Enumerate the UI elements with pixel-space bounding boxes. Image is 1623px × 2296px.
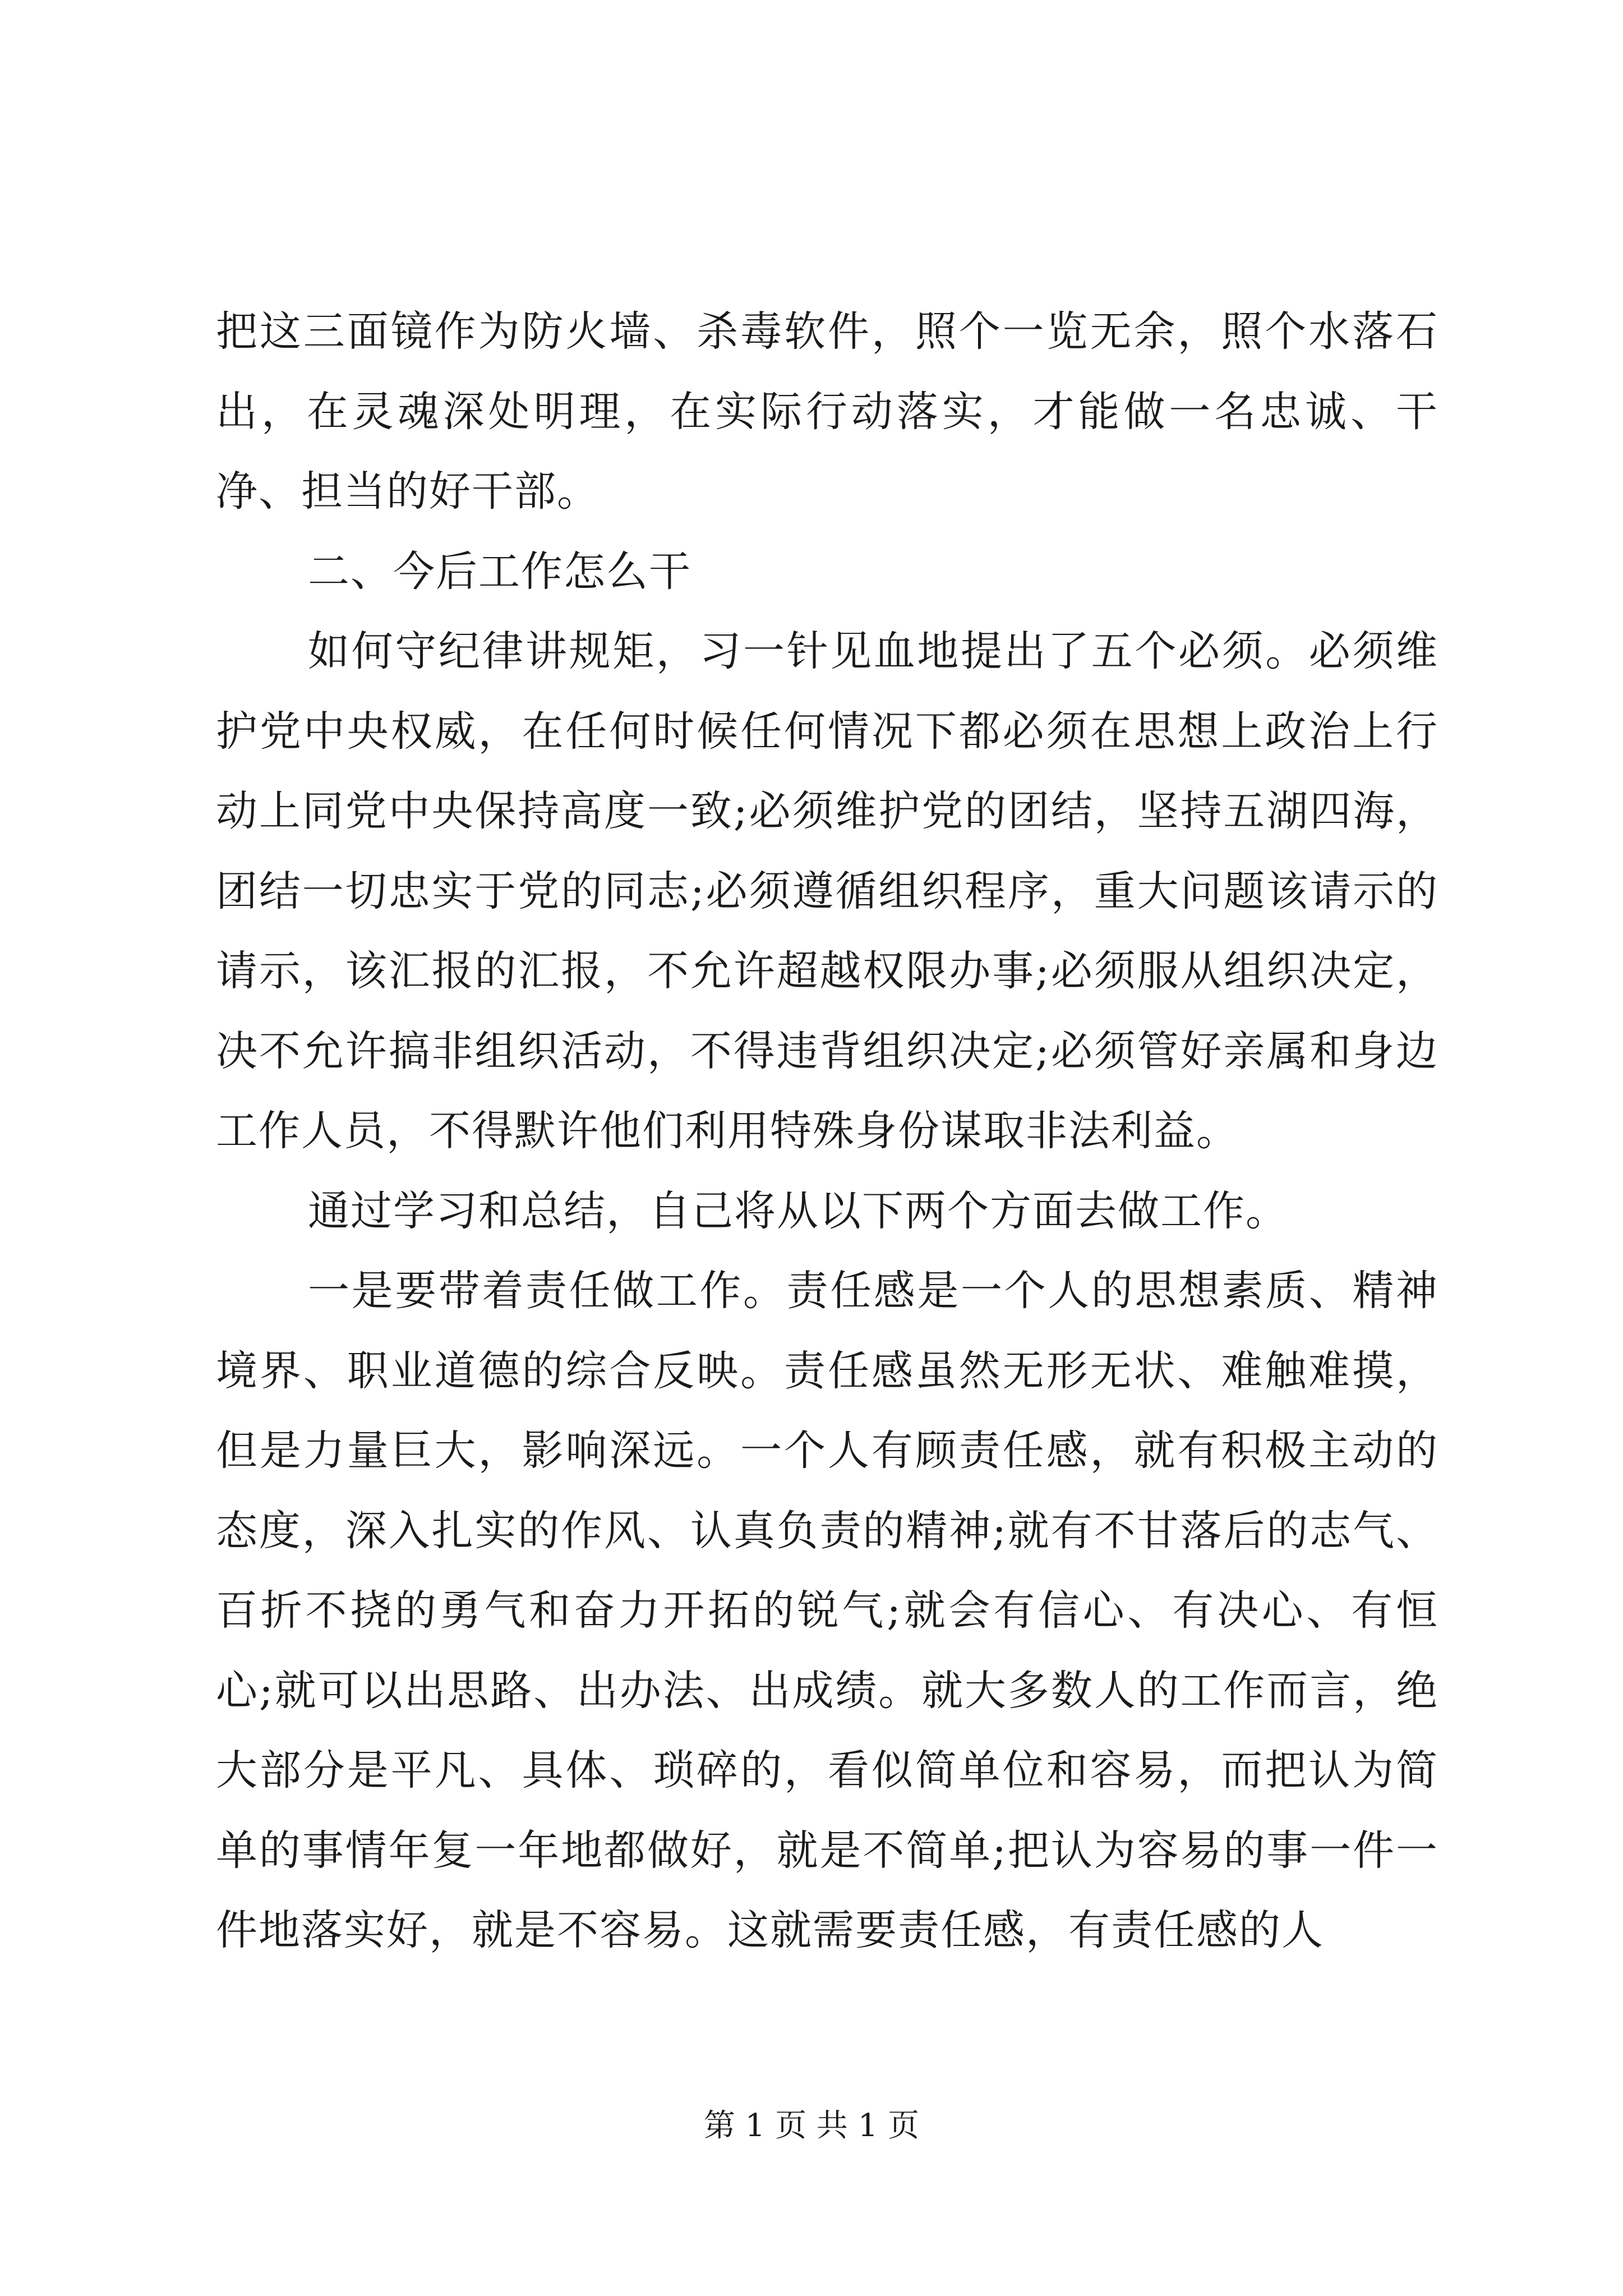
paragraph-continuation: 把这三面镜作为防火墙、杀毒软件，照个一览无余，照个水落石出，在灵魂深处明理，在实际行动落实，才能做一名忠诚、干净、担当的好干部。 [216,307,1438,516]
paragraph-responsibility: 一是要带着责任做工作。责任感是一个人的思想素质、精神境界、职业道德的综合反映。责任感虽然无形无状、难触难摸，但是力量巨大，影响深远。一个人有顾责任感，就有积极主动的态度，深入扎实的作风、认真负责的精神;就有不甘落后的志气、百折不挠的勇气和奋力开拓的锐气;就会有信心、有决心、有恒心;就可以出思路、出办法、出成绩。就大多数人的工作而言，绝大部分是平凡、具体、琐碎的，看似简单位和容易，而把认为简单的事情年复一年地都做好，就是不简单;把认为容易的事一件一件地落实好，就是不容易。这就需要责任感，有责任感的人 [216,1267,1438,1954]
paragraph-intro-two-aspects: 通过学习和总结，自己将从以下两个方面去做工作。 [308,1186,1288,1235]
document-body [216,292,1438,1971]
page-footer: 第 1 页 共 1 页 [703,2108,920,2144]
paragraph-five-musts: 如何守纪律讲规矩，习一针见血地提出了五个必须。必须维护党中央权威，在任何时候任何情况下都必须在思想上政治上行动上同党中央保持高度一致;必须维护党的团结，坚持五湖四海，团结一切忠实于党的同志;必须遵循组织程序，重大问题该请示的请示，该汇报的汇报，不允许超越权限办事;必须服从组织决定，决不允许搞非组织活动，不得违背组织决定;必须管好亲属和身边工作人员，不得默许他们利用特殊身份谋取非法利益。 [216,627,1438,1155]
section-heading: 二、今后工作怎么干 [308,547,691,596]
